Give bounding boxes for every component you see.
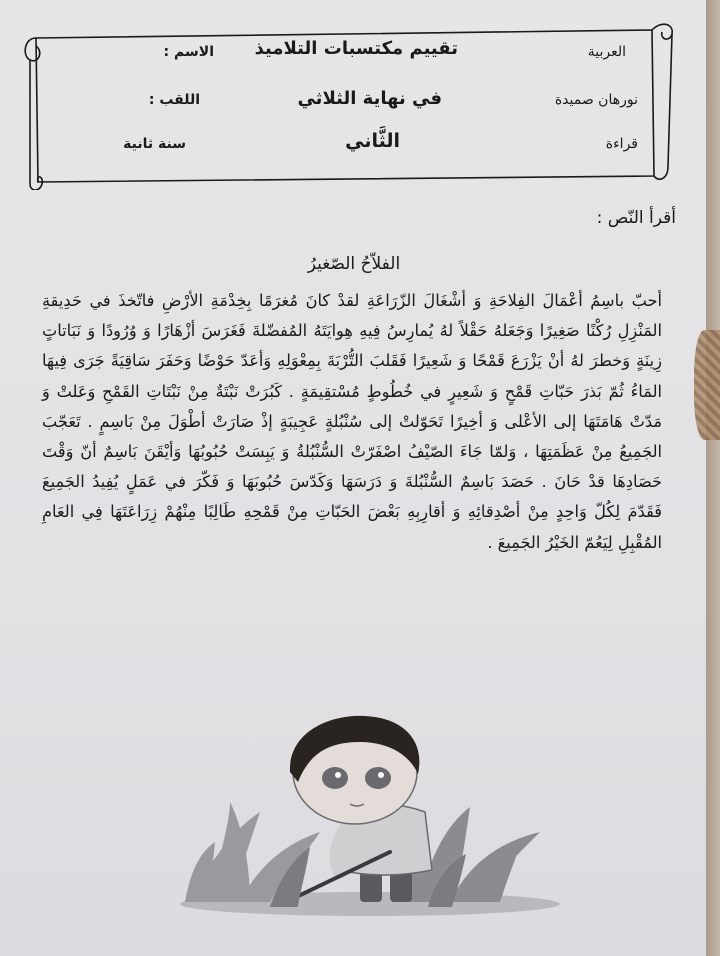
boy-farmer-illustration (170, 712, 560, 922)
teacher-name: نورهان صميدة (554, 92, 638, 108)
term-label: الثَّاني (345, 130, 400, 152)
page-subtitle: في نهاية الثلاثي (297, 88, 442, 109)
page-title: تقييم مكتسبات التلاميذ (254, 38, 458, 59)
eye-highlight-left (335, 772, 341, 778)
story-text: أحبّ باسِمُ أعْمَالَ الفِلاحَةِ وَ أشْغَالَ الزّرَاعَةِ لقدْ كانَ مُغرَمًا بِخِدْمَةِ الأرْضِ فاتّخذَ في حَدِيقةِ المَنْزِلِ رُكْنًا صَغِيرًا وَجَعَلهُ حَقْلاً لهُ يُمارِسُ فِيهِ هِوايَتَهُ المُفضّلةَ فَغَرَسَ أزْهَارًا وَ وُرُودًا وَ نَبَاتاتٍ زِينَةٍ وَخطرَ لهُ أنْ يَزْرَعَ قَمْحًا وَ شَعِيرًا فَقَلبَ التُّرْبَةَ بِمِعْوَلِهِ وَأعَدّ حَوْضًا وَحَفَرَ سَاقِيَةً جَرَى فِيهَا المَاءُ ثُمّ بَذرَ حَبّاتِ قَمْحٍ وَ شَعِيرٍ في خُطُوطٍ مُسْتقِيمَةٍ . كَبُرَتْ نَبْتَةٌ مِنْ نَبْتَاتِ القَمْحِ وَعَلتْ وَ مَدّتْ هَامَتَهَا إلى الأعْلى وَ أخِيرًا تَحَوّلتْ إلى سُنْبُلةٍ عَجِيبَةٍ إذْ صَارَتْ أطْوَلَ مِنْ بَاسِمٍ . تَعَجّبَ الجَمِيعُ مِنْ عَظَمَتِهَا ، وَلمّا جَاءَ الصّيْفُ اصْفَرّتْ السُّنْبُلةُ وَ يَبِسَتْ حُبُوبُهَا وَأيْقَنَ بَاسِمٌ أنّ وَقْتَ حَصَادِهَا قدْ حَانَ . حَصَدَ بَاسِمٌ السُّنْبُلةَ وَ دَرَسَهَا وَكَدّسَ حُبُوبَهَا وَ فَكّرَ في عَمَلٍ يُفِيدُ الجَمِيعَ فَقَدّمَ لِكُلّ وَاحِدٍ مِنْ أصْدِقائِهِ وَ أقارِبِهِ بَعْضَ الحَبّاتِ مِنْ قَمْحِهِ طَالِبًا مِنْهُمْ زِرَاعَتَهَا فِي العَامِ المُقْبِلِ لِيَعُمّ الخَيْرُ الجَمِيعَ . (42, 291, 662, 552)
grade-label: سنة ثانية (123, 136, 186, 152)
surname-field-label: اللقب : (148, 92, 200, 108)
eye-highlight-right (378, 772, 384, 778)
page-edge (706, 0, 720, 956)
boy-eye-right (365, 767, 391, 789)
reading-instruction: أقرأ النّص : (596, 208, 676, 228)
boy-eye-left (322, 767, 348, 789)
reading-label: قراءة (605, 136, 638, 152)
background-object (694, 330, 720, 440)
subject-label: العربية (587, 44, 626, 60)
name-field-label: الاسم : (163, 44, 214, 60)
story-title: الفلاّحُ الصّغيرُ (307, 254, 401, 274)
